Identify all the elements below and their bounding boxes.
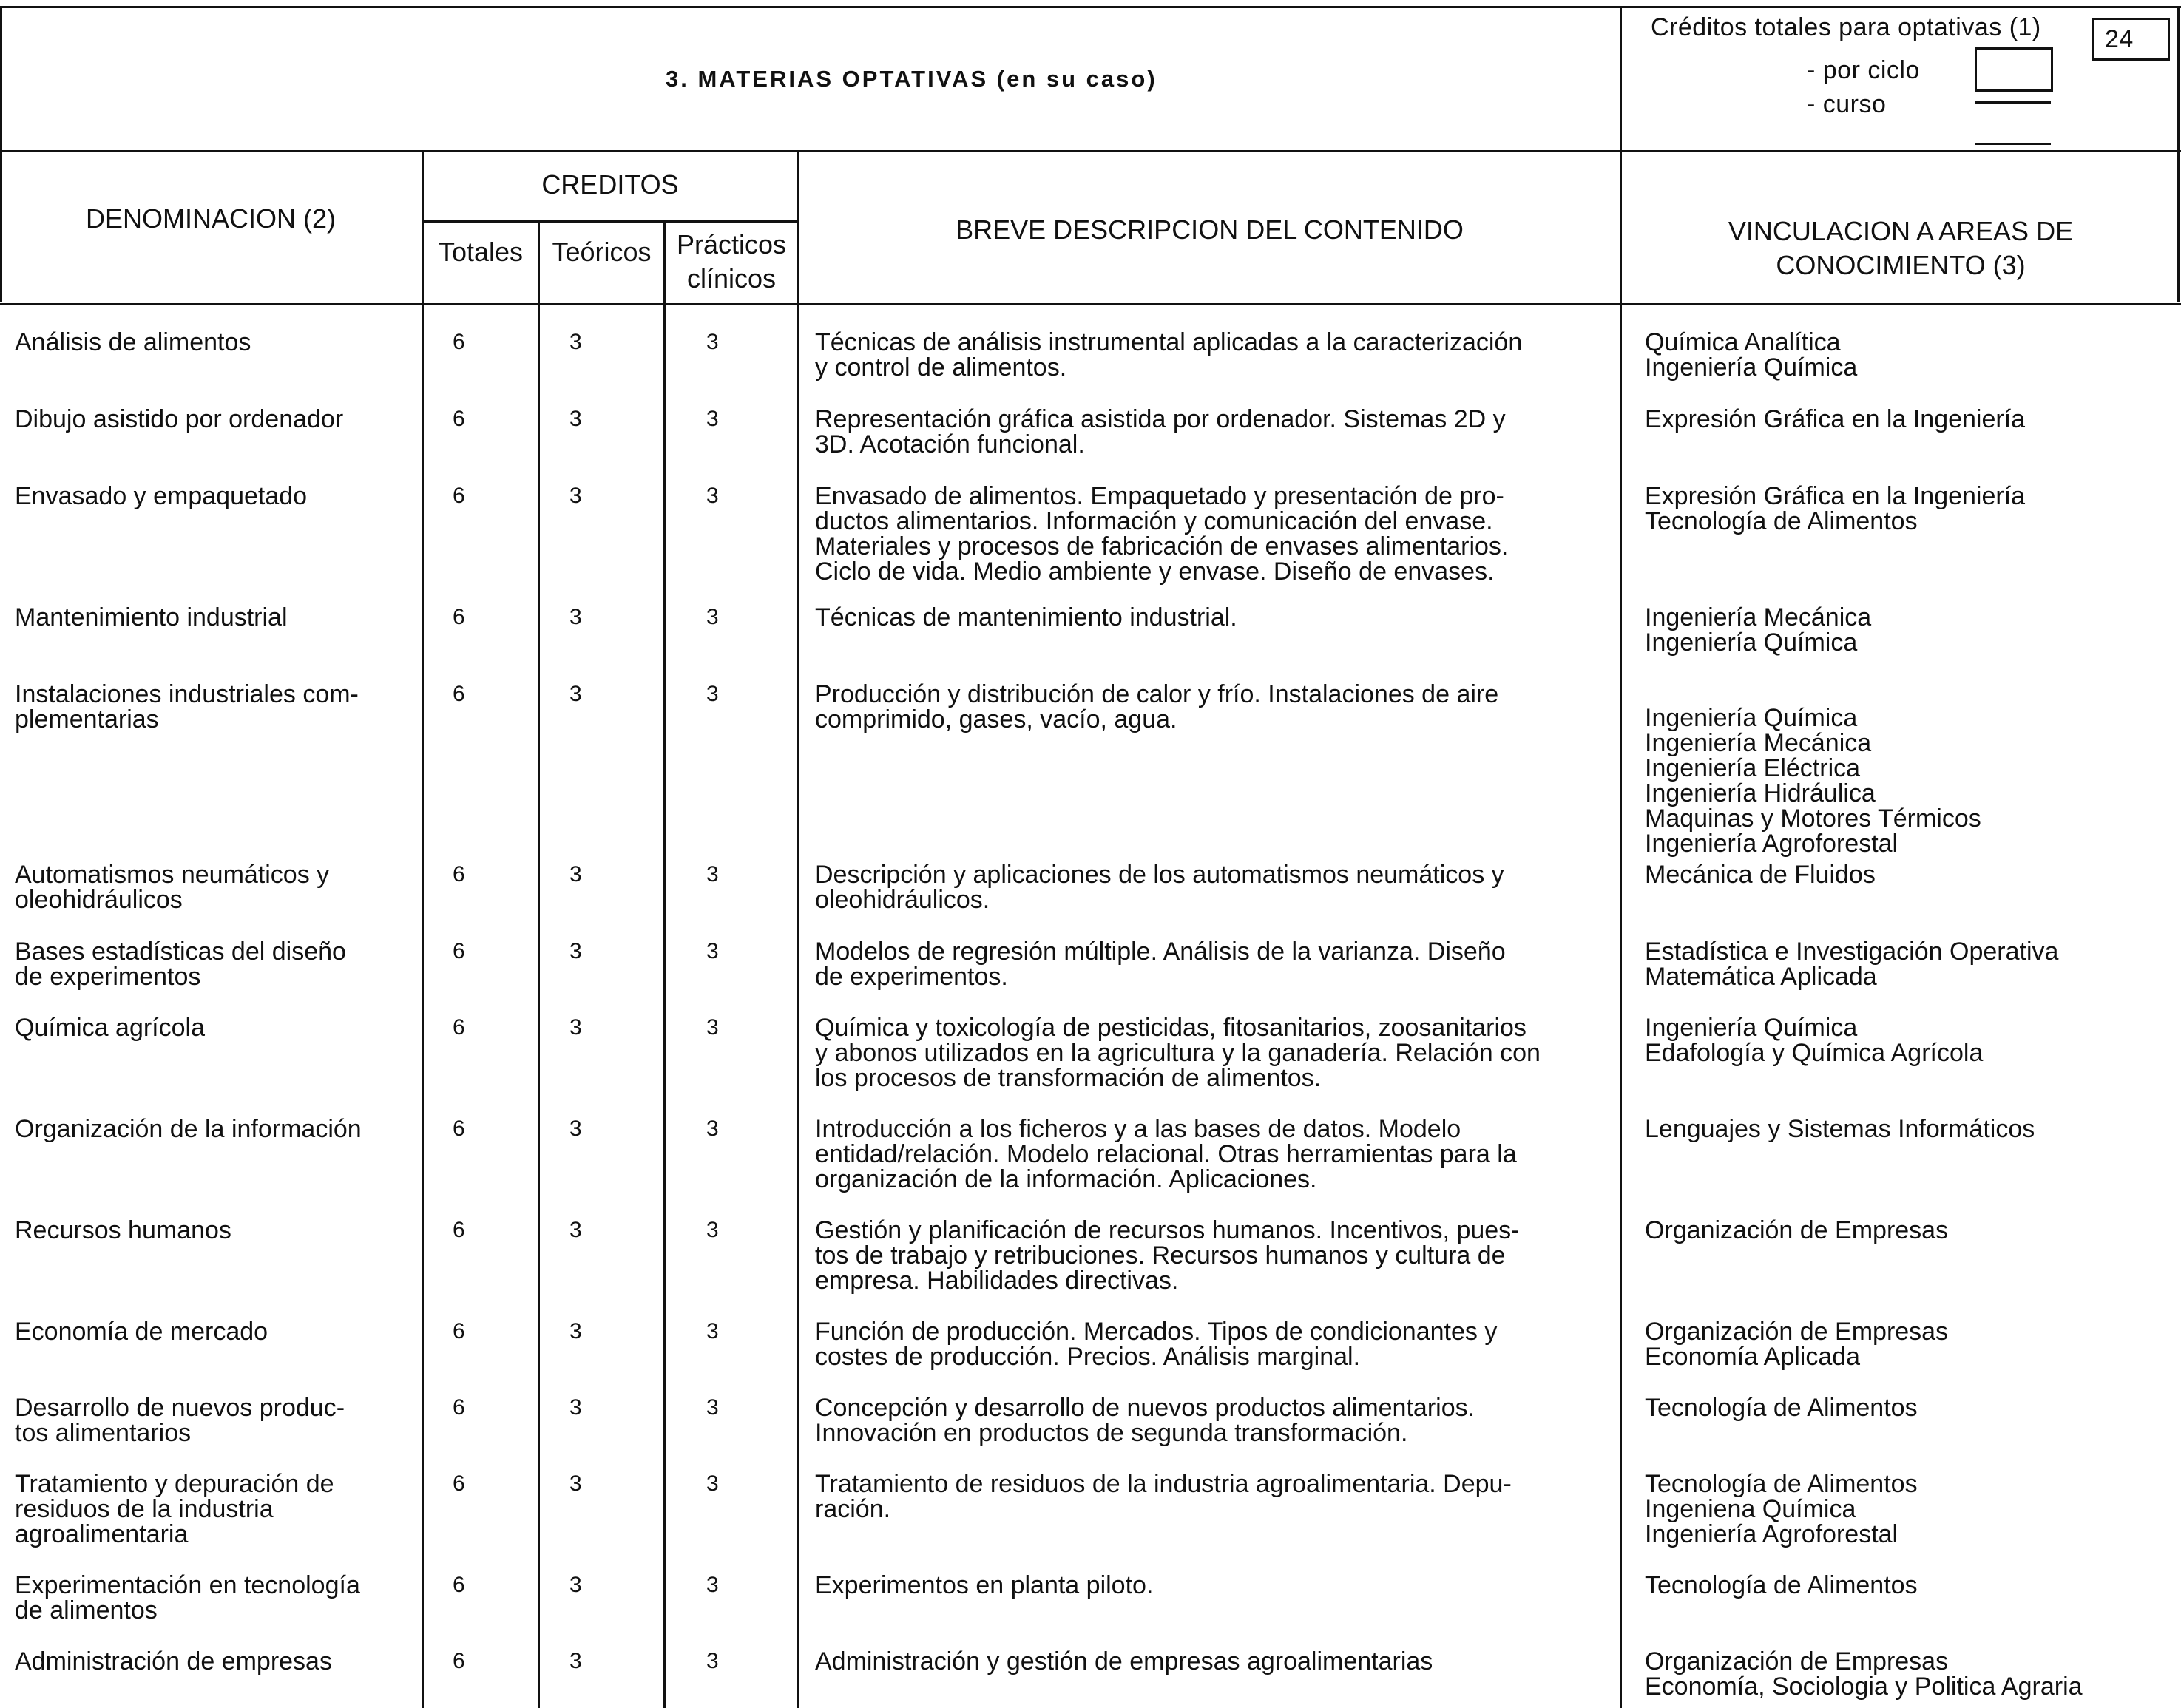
description-line: oleohidráulicos. [815,886,990,914]
col-divider-practicos [663,220,666,1708]
knowledge-area: Expresión Gráfica en la Ingeniería [1645,405,2026,433]
credits-practicos: 3 [706,1649,719,1673]
description-line: organización de la información. Aplicaciones. [815,1165,1317,1193]
credits-practicos: 3 [706,330,719,354]
credits-teoricos: 3 [569,1649,582,1673]
table-header-bottom [0,303,2181,305]
description-line: los procesos de transformación de alimentos. [815,1064,1322,1092]
knowledge-area: Organización de Empresas [1645,1647,1949,1675]
description-line: costes de producción. Precios. Análisis marginal. [815,1343,1361,1371]
subject-name: Administración de empresas [15,1647,332,1675]
subject-name: Recursos humanos [15,1216,231,1244]
credits-totales: 6 [453,862,465,887]
credits-total-label: Créditos totales para optativas (1) [1651,13,2041,41]
curso-label: - curso [1807,90,1887,118]
subject-name: de experimentos [15,963,201,991]
col-header-clinicos: clínicos [686,263,777,294]
section-title: 3. MATERIAS OPTATIVAS (en su caso) [666,66,1157,92]
knowledge-area: Ingeniería Química [1645,1014,1858,1042]
col-header-totales: Totales [438,237,524,267]
description-line: Representación gráfica asistida por ordenador. Sistemas 2D y [815,405,1506,433]
description-line: Función de producción. Mercados. Tipos de condicionantes y [815,1318,1498,1346]
credits-teoricos: 3 [569,682,582,706]
credits-totales: 6 [453,682,465,706]
creditos-divider [422,220,799,223]
description-line: Administración y gestión de empresas agroalimentarias [815,1647,1433,1675]
subject-name: oleohidráulicos [15,886,183,914]
description-line: Técnicas de análisis instrumental aplicadas a la caracterización [815,328,1523,356]
col-header-vinculacion: VINCULACION A AREAS DE [1728,216,2074,246]
col-header-teoricos: Teóricos [552,237,652,267]
description-line: Ciclo de vida. Medio ambiente y envase. Diseño de envases. [815,558,1495,586]
credits-practicos: 3 [706,1471,719,1496]
credits-totales: 6 [453,1573,465,1597]
knowledge-area: Ingeniería Mecánica [1645,729,1872,757]
credits-practicos: 3 [706,484,719,508]
subject-name: Bases estadísticas del diseño [15,938,346,966]
credits-practicos: 3 [706,407,719,431]
credits-practicos: 3 [706,1116,719,1141]
credits-totales: 6 [453,1116,465,1141]
credits-totales: 6 [453,605,465,629]
credits-practicos: 3 [706,605,719,629]
description-line: Producción y distribución de calor y frío. Instalaciones de aire [815,680,1499,708]
credits-teoricos: 3 [569,605,582,629]
description-line: Gestión y planificación de recursos humanos. Incentivos, pues- [815,1216,1520,1244]
description-line: ración. [815,1495,891,1523]
knowledge-area: Maquinas y Motores Térmicos [1645,804,1981,833]
description-line: Descripción y aplicaciones de los automatismos neumáticos y [815,861,1504,889]
curso-underline [1975,101,2051,104]
credits-teoricos: 3 [569,862,582,887]
subject-name: agroalimentaria [15,1520,189,1548]
knowledge-area: Organización de Empresas [1645,1216,1949,1244]
credits-totales: 6 [453,330,465,354]
col-divider-teoricos [538,220,540,1708]
credits-totales: 6 [453,1319,465,1343]
subject-name: Análisis de alimentos [15,328,251,356]
credits-teoricos: 3 [569,1471,582,1496]
knowledge-area: Tecnología de Alimentos [1645,1470,1918,1498]
knowledge-area: Matemática Aplicada [1645,963,1877,991]
col-header-conocimiento: CONOCIMIENTO (3) [1776,250,2026,280]
subject-name: Envasado y empaquetado [15,482,308,510]
credits-practicos: 3 [706,1573,719,1597]
credits-practicos: 3 [706,939,719,963]
subject-name: plementarias [15,705,159,733]
credits-teoricos: 3 [569,330,582,354]
knowledge-area: Lenguajes y Sistemas Informáticos [1645,1115,2035,1143]
credits-teoricos: 3 [569,1116,582,1141]
por-ciclo-label: - por ciclo [1807,56,1920,84]
description-line: Química y toxicología de pesticidas, fitosanitarios, zoosanitarios [815,1014,1526,1042]
subject-name: Instalaciones industriales com- [15,680,359,708]
subject-name: Tratamiento y depuración de [15,1470,334,1498]
credits-teoricos: 3 [569,1015,582,1040]
credits-practicos: 3 [706,682,719,706]
knowledge-area: Tecnología de Alimentos [1645,1571,1918,1599]
description-line: Concepción y desarrollo de nuevos productos alimentarios. [815,1394,1475,1422]
knowledge-area: Ingeniería Hidráulica [1645,779,1876,807]
credits-teoricos: 3 [569,1218,582,1242]
credits-totales: 6 [453,1395,465,1420]
credits-totales: 6 [453,484,465,508]
subject-name: Mantenimiento industrial [15,603,288,631]
knowledge-area: Ingeniería Eléctrica [1645,754,1861,782]
description-line: Experimentos en planta piloto. [815,1571,1154,1599]
subject-name: tos alimentarios [15,1419,192,1447]
knowledge-area: Ingeniería Química [1645,628,1858,657]
credits-totales: 6 [453,407,465,431]
credits-totales: 6 [453,1649,465,1673]
description-line: 3D. Acotación funcional. [815,430,1085,458]
description-line: y abonos utilizados en la agricultura y la ganadería. Relación con [815,1039,1541,1067]
curso-underline-2 [1975,143,2051,145]
description-line: Modelos de regresión múltiple. Análisis de la varianza. Diseño [815,938,1506,966]
subject-name: Dibujo asistido por ordenador [15,405,344,433]
description-line: tos de trabajo y retribuciones. Recursos humanos y cultura de [815,1241,1506,1270]
credits-teoricos: 3 [569,1573,582,1597]
credits-totales: 6 [453,1471,465,1496]
credits-totales: 6 [453,1218,465,1242]
knowledge-area: Mecánica de Fluidos [1645,861,1876,889]
knowledge-area: Tecnología de Alimentos [1645,507,1918,535]
description-line: entidad/relación. Modelo relacional. Otras herramientas para la [815,1140,1517,1168]
credits-practicos: 3 [706,1218,719,1242]
credits-practicos: 3 [706,862,719,887]
knowledge-area: Estadística e Investigación Operativa [1645,938,2059,966]
subject-name: Automatismos neumáticos y [15,861,330,889]
credits-practicos: 3 [706,1319,719,1343]
subject-name: Química agrícola [15,1014,205,1042]
description-line: comprimido, gases, vacío, agua. [815,705,1177,733]
credits-teoricos: 3 [569,1319,582,1343]
subject-name: Organización de la información [15,1115,362,1143]
col-header-descripcion: BREVE DESCRIPCION DEL CONTENIDO [956,214,1464,245]
subject-name: Experimentación en tecnología [15,1571,360,1599]
top-border [0,6,2181,8]
description-line: ductos alimentarios. Información y comunicación del envase. [815,507,1493,535]
description-line: de experimentos. [815,963,1008,991]
knowledge-area: Química Analítica [1645,328,1841,356]
credits-teoricos: 3 [569,1395,582,1420]
por-ciclo-box [1975,47,2053,92]
knowledge-area: Ingeniería Química [1645,353,1858,382]
subject-name: Desarrollo de nuevos produc- [15,1394,345,1422]
subject-name: de alimentos [15,1596,158,1624]
knowledge-area: Organización de Empresas [1645,1318,1949,1346]
subject-name: Economía de mercado [15,1318,268,1346]
knowledge-area: Tecnología de Alimentos [1645,1394,1918,1422]
credits-teoricos: 3 [569,484,582,508]
knowledge-area: Ingeniería Mecánica [1645,603,1872,631]
description-line: Tratamiento de residuos de la industria agroalimentaria. Depu- [815,1470,1512,1498]
header-divider [0,150,2181,152]
credits-total-value: 24 [2105,25,2134,53]
description-line: empresa. Habilidades directivas. [815,1267,1179,1295]
credits-teoricos: 3 [569,939,582,963]
credits-practicos: 3 [706,1395,719,1420]
credits-practicos: 3 [706,1015,719,1040]
knowledge-area: Expresión Gráfica en la Ingeniería [1645,482,2026,510]
col-divider-totales [422,150,424,1708]
description-line: Técnicas de mantenimiento industrial. [815,603,1237,631]
knowledge-area: Ingeniería Química [1645,704,1858,732]
col-header-creditos: CREDITOS [541,169,679,200]
col-header-denominacion: DENOMINACION (2) [85,203,336,234]
knowledge-area: Edafología y Química Agrícola [1645,1039,1984,1067]
credits-teoricos: 3 [569,407,582,431]
knowledge-area: Ingeniena Química [1645,1495,1856,1523]
col-header-practicos: Prácticos [676,229,787,260]
knowledge-area: Economía Aplicada [1645,1343,1861,1371]
description-line: Materiales y procesos de fabricación de envases alimentarios. [815,532,1509,560]
left-border [0,6,2,302]
description-line: Introducción a los ficheros y a las bases de datos. Modelo [815,1115,1461,1143]
description-line: Envasado de alimentos. Empaquetado y presentación de pro- [815,482,1504,510]
subject-name: residuos de la industria [15,1495,274,1523]
description-line: Innovación en productos de segunda transformación. [815,1419,1408,1447]
description-line: y control de alimentos. [815,353,1067,382]
col-divider-descripcion [797,150,799,1708]
knowledge-area: Ingeniería Agroforestal [1645,1520,1898,1548]
credits-totales: 6 [453,939,465,963]
credits-totales: 6 [453,1015,465,1040]
knowledge-area: Economía, Sociologia y Politica Agraria [1645,1673,2083,1701]
knowledge-area: Ingeniería Agroforestal [1645,830,1898,858]
